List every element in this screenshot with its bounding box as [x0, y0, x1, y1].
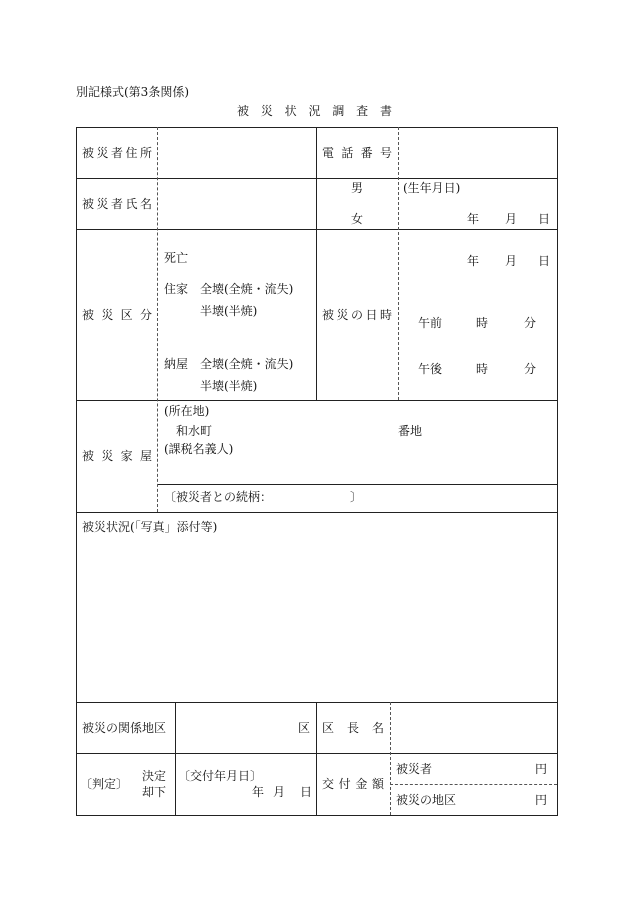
label-column-divider [157, 127, 158, 512]
judgment-decision: 決定 [142, 769, 167, 783]
birth-date-label: (生年月日) [403, 181, 461, 195]
victim-name-label: 被災者氏名 [82, 197, 152, 211]
row-divider-category [76, 400, 557, 401]
left-column-divider-lower [175, 702, 176, 815]
category-house-total: 全壊(全焼・流失) [200, 282, 294, 296]
amount-divider [390, 784, 557, 785]
damage-month-unit: 月 [505, 254, 518, 268]
row-divider-house-inner [157, 484, 557, 485]
form-title: 被 災 状 況 調 査 書 [237, 104, 392, 118]
district-chief-label: 区 長 名 [322, 721, 384, 735]
right-label-divider-upper [398, 127, 399, 400]
birth-month-unit: 月 [505, 212, 518, 226]
category-house-label: 住家 [164, 282, 189, 296]
row-divider-house [76, 512, 557, 513]
grant-year-unit: 年 [252, 785, 265, 799]
damaged-house-label: 被 災 家 屋 [82, 449, 152, 463]
victim-address-label: 被災者住所 [82, 146, 152, 160]
am-label: 午前 [418, 316, 443, 330]
category-barn-total: 全壊(全焼・流失) [200, 357, 294, 371]
category-barn-half: 半壊(半焼) [200, 379, 258, 393]
grant-date-label: 〔交付年月日〕 [178, 769, 263, 783]
category-death: 死亡 [164, 251, 189, 265]
damage-day-unit: 日 [538, 254, 551, 268]
middle-column-divider-lower [316, 702, 317, 815]
pm-minute-unit: 分 [524, 362, 537, 376]
damage-datetime-label: 被災の日時 [322, 308, 392, 322]
damage-year-unit: 年 [467, 254, 480, 268]
victim-amount-label: 被災者 [396, 762, 433, 776]
category-barn-label: 納屋 [164, 357, 189, 371]
right-label-divider-lower [390, 702, 391, 815]
location-label: (所在地) [164, 404, 210, 418]
judgment-label: 〔判定〕 [80, 777, 129, 791]
judgment-rejection: 却下 [142, 785, 167, 799]
grant-day-unit: 日 [300, 785, 313, 799]
phone-number-label: 電 話 番 号 [322, 146, 392, 160]
sex-male: 男 [351, 181, 364, 195]
am-minute-unit: 分 [524, 316, 537, 330]
category-house-half: 半壊(半焼) [200, 304, 258, 318]
pm-label: 午後 [418, 362, 443, 376]
relation-close-bracket: 〕 [350, 490, 363, 504]
tax-owner-label: (課税名義人) [164, 442, 234, 456]
district-amount-unit: 円 [535, 793, 548, 807]
damage-situation-label: 被災状況(「写真」添付等) [82, 520, 218, 534]
birth-day-unit: 日 [538, 212, 551, 226]
damage-category-label: 被 災 区 分 [82, 308, 152, 322]
town-name: 和水町 [176, 424, 213, 438]
am-hour-unit: 時 [476, 316, 489, 330]
victim-amount-unit: 円 [535, 762, 548, 776]
relation-label: 〔被災者との続柄： [164, 490, 273, 504]
pm-hour-unit: 時 [476, 362, 489, 376]
table-frame [76, 127, 558, 816]
birth-year-unit: 年 [467, 212, 480, 226]
district-suffix: 区 [298, 721, 311, 735]
district-amount-label: 被災の地区 [396, 793, 457, 807]
related-district-label: 被災の関係地区 [82, 721, 167, 735]
lot-number-suffix: 番地 [398, 424, 423, 438]
grant-month-unit: 月 [273, 785, 286, 799]
form-reference: 別記様式(第3条関係) [76, 85, 189, 99]
grant-amount-label: 交 付 金 額 [322, 777, 384, 791]
sex-female: 女 [351, 212, 364, 226]
middle-column-divider-upper [316, 127, 317, 400]
